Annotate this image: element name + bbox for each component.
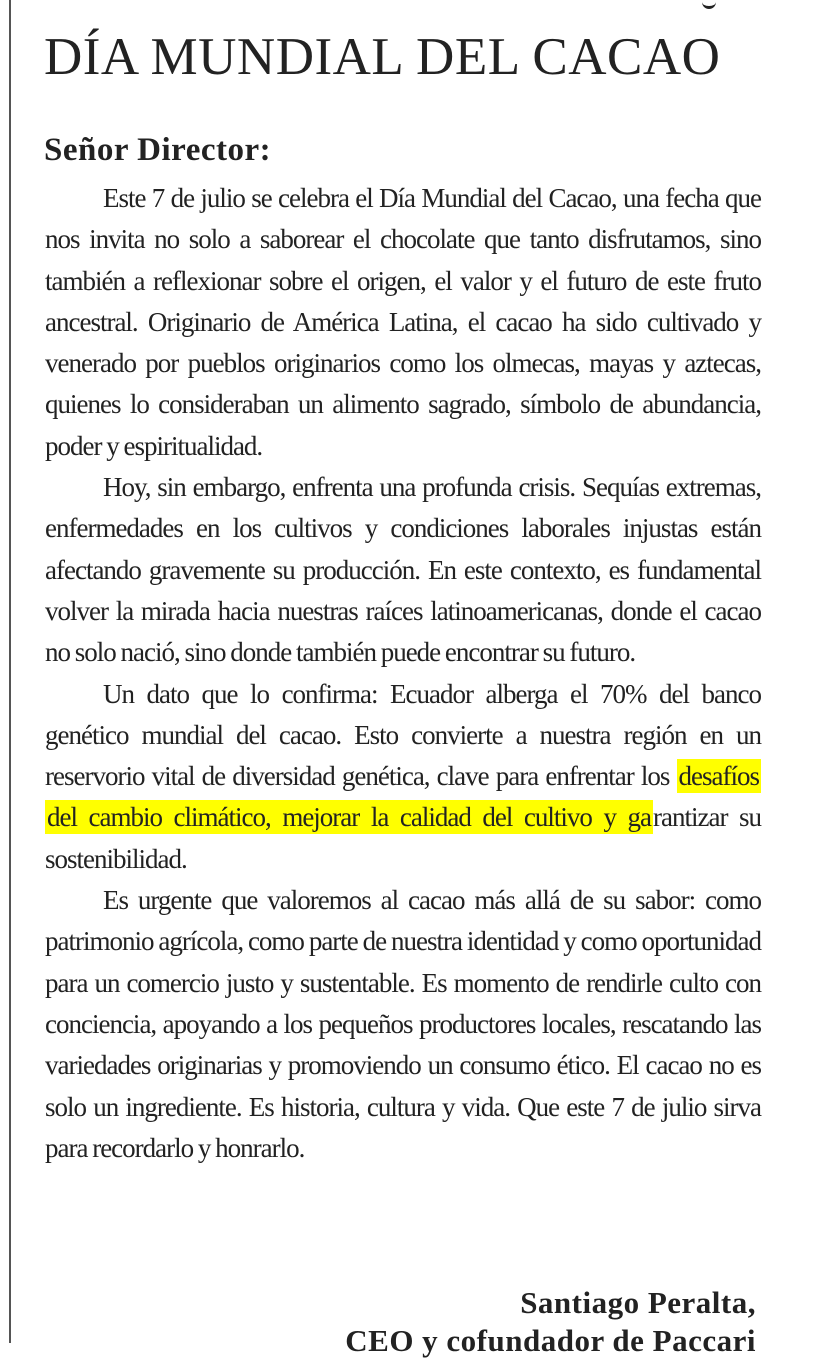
letter-salutation: Señor Director: bbox=[44, 132, 272, 168]
letter-body bbox=[45, 178, 761, 1169]
letter-headline: DÍA MUNDIAL DEL CACAO bbox=[44, 28, 721, 86]
letter-paragraph-4: Es urgente que valoremos al cacao más allá de su sabor: como patrimonio agrícola, como parte de nuestra identidad y como oportunidad para un comercio justo y sustentable. Es momento de rendirle culto con conciencia, apoyando a los pequeños productores locales, rescatando las variedades originarias y promoviendo un consumo ético. El cacao no es solo un ingrediente. Es historia, cultura y vida. Que este 7 de julio sirva para recordarlo y honrarlo. bbox=[45, 885, 761, 1163]
letter-signature bbox=[345, 1284, 756, 1360]
letter-paragraph-1: Este 7 de julio se celebra el Día Mundial del Cacao, una fecha que nos invita no solo a saborear el chocolate que tanto disfrutamos, sino también a reflexionar sobre el origen, el valor y el futuro de este fruto ancestral. Originario de América Latina, el cacao ha sido cultivado y venerado por pueblos originarios como los olmecas, mayas y aztecas, quienes lo consideraban un alimento sagrado, símbolo de abundancia, poder y espiritualidad. bbox=[45, 183, 761, 461]
paragraph-3-lead: Un dato que lo confirma: Ecuador alberga el 70% del banco genético mundial del cacao. Esto convierte a nuestra región en un reservorio vital de diversidad genética, clave para enfrentar los bbox=[45, 678, 761, 792]
column-divider-rule bbox=[9, 0, 11, 1343]
highlighted-passage: desafíos del cambio climático, mejorar la calidad del cultivo y ga bbox=[47, 761, 759, 833]
letter-paragraph-3 bbox=[45, 674, 761, 880]
previous-column-fragment bbox=[702, 0, 716, 9]
paragraph-3-tail: rantizar su sostenibilidad. bbox=[45, 802, 761, 874]
signature-name: Santiago Peralta, bbox=[520, 1285, 756, 1320]
signature-title: CEO y cofundador de Paccari bbox=[345, 1322, 756, 1358]
letter-paragraph-2: Hoy, sin embargo, enfrenta una profunda crisis. Sequías extremas, enfermedades en los cultivos y condiciones laborales injustas están afectando gravemente su producción. En este contexto, es fundamental volver la mirada hacia nuestras raíces latinoamericanas, donde el cacao no solo nació, sino donde también puede encontrar su futuro. bbox=[45, 472, 761, 668]
